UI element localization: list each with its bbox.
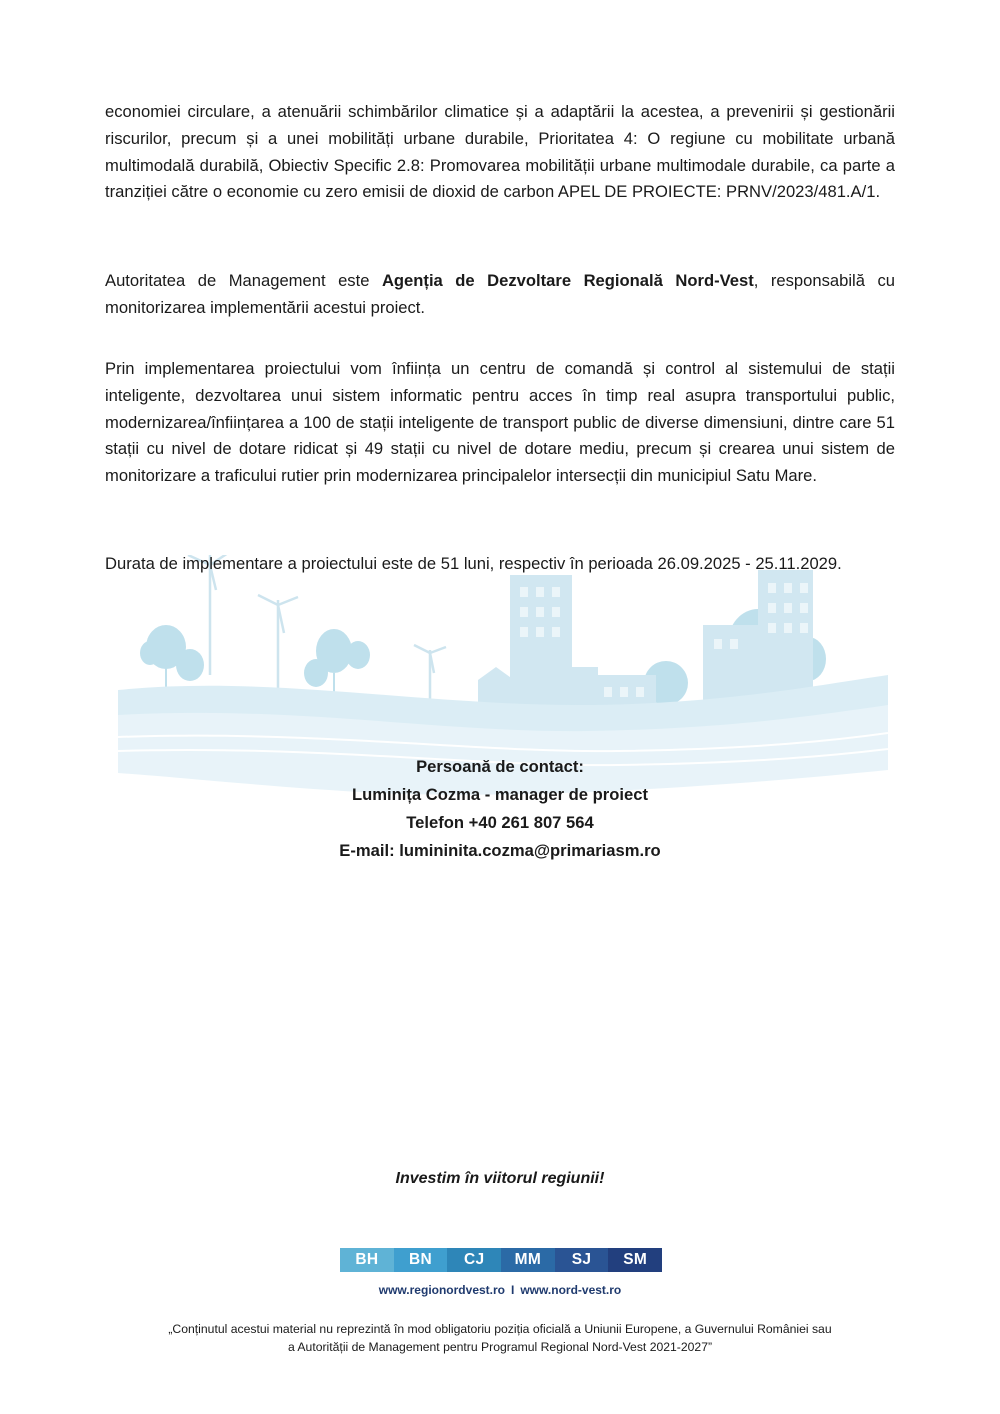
paragraph-program-description: economiei circulare, a atenuării schimbărilor climatice și a adaptării la acestea, a prevenirii și gestionării riscurilor, precum și a unei mobilități urbane durabile, Prioritatea 4: O regiune cu mobilitate urbană multimodală durabilă, Obiectiv Specific 2.8: Promovarea mobilității urbane multimodale durabile, ca parte a tranziției către o economie cu zero emisii de dioxid de carbon APEL DE PROIECTE: PRNV/2023/481.A/1.: [105, 102, 895, 202]
county-code-sj: SJ: [555, 1248, 609, 1272]
contact-email[interactable]: E-mail: lumininita.cozma@primariasm.ro: [339, 841, 661, 860]
contact-phone[interactable]: Telefon +40 261 807 564: [406, 813, 594, 832]
county-code-bn: BN: [394, 1248, 448, 1272]
region-website-link[interactable]: www.regionordvest.ro: [378, 1283, 505, 1297]
county-codes-bar: [340, 1248, 662, 1272]
contact-heading: Persoană de contact:: [416, 757, 584, 776]
footer-links: [0, 1283, 1000, 1297]
disclaimer: [110, 1320, 890, 1356]
managing-authority-intro: Autoritatea de Management este: [105, 271, 382, 290]
county-code-cj: CJ: [447, 1248, 501, 1272]
disclaimer-line-2: a Autorității de Management pentru Programul Regional Nord-Vest 2021-2027”: [287, 1340, 713, 1354]
county-code-sm: SM: [608, 1248, 662, 1272]
managing-authority-name: Agenția de Dezvoltare Regională Nord-Vest: [381, 271, 754, 290]
managing-authority-role: , responsabilă cu monitorizarea implementării acestui proiect.: [105, 271, 895, 317]
footer-motto: Investim în viitorul regiunii!: [395, 1170, 605, 1187]
paragraph-implementation-period: Durata de implementare a proiectului este de 51 luni, respectiv în perioada 26.09.2025 - 25.11.2029.: [105, 554, 842, 573]
disclaimer-line-1: „Conținutul acestui material nu reprezintă în mod obligatoriu poziția oficială a Uniunii Europene, a Guvernului României sau: [168, 1322, 832, 1336]
county-code-mm: MM: [501, 1248, 555, 1272]
paragraph-managing-authority: [105, 268, 895, 322]
paragraph-project-scope: Prin implementarea proiectului vom înființa un centru de comandă și control al sistemului de stații inteligente, dezvoltarea unui sistem informatic pentru acces în timp real asupra transportului public, modernizarea/înființarea a 100 de stații inteligente de transport public de diverse dimensiuni, dintre care 51 stații cu nivel de dotare ridicat și 49 stații cu nivel de dotare mediu, precum și crearea unui sistem de monitorizare a traficului rutier prin modernizarea principalelor intersecții din municipiul Satu Mare.: [105, 359, 895, 486]
contact-person: Luminița Cozma - manager de proiect: [352, 785, 648, 804]
nord-vest-website-link[interactable]: www.nord-vest.ro: [520, 1283, 622, 1297]
link-separator: I: [511, 1283, 515, 1297]
county-code-bh: BH: [340, 1248, 394, 1272]
contact-block: [0, 753, 1000, 865]
